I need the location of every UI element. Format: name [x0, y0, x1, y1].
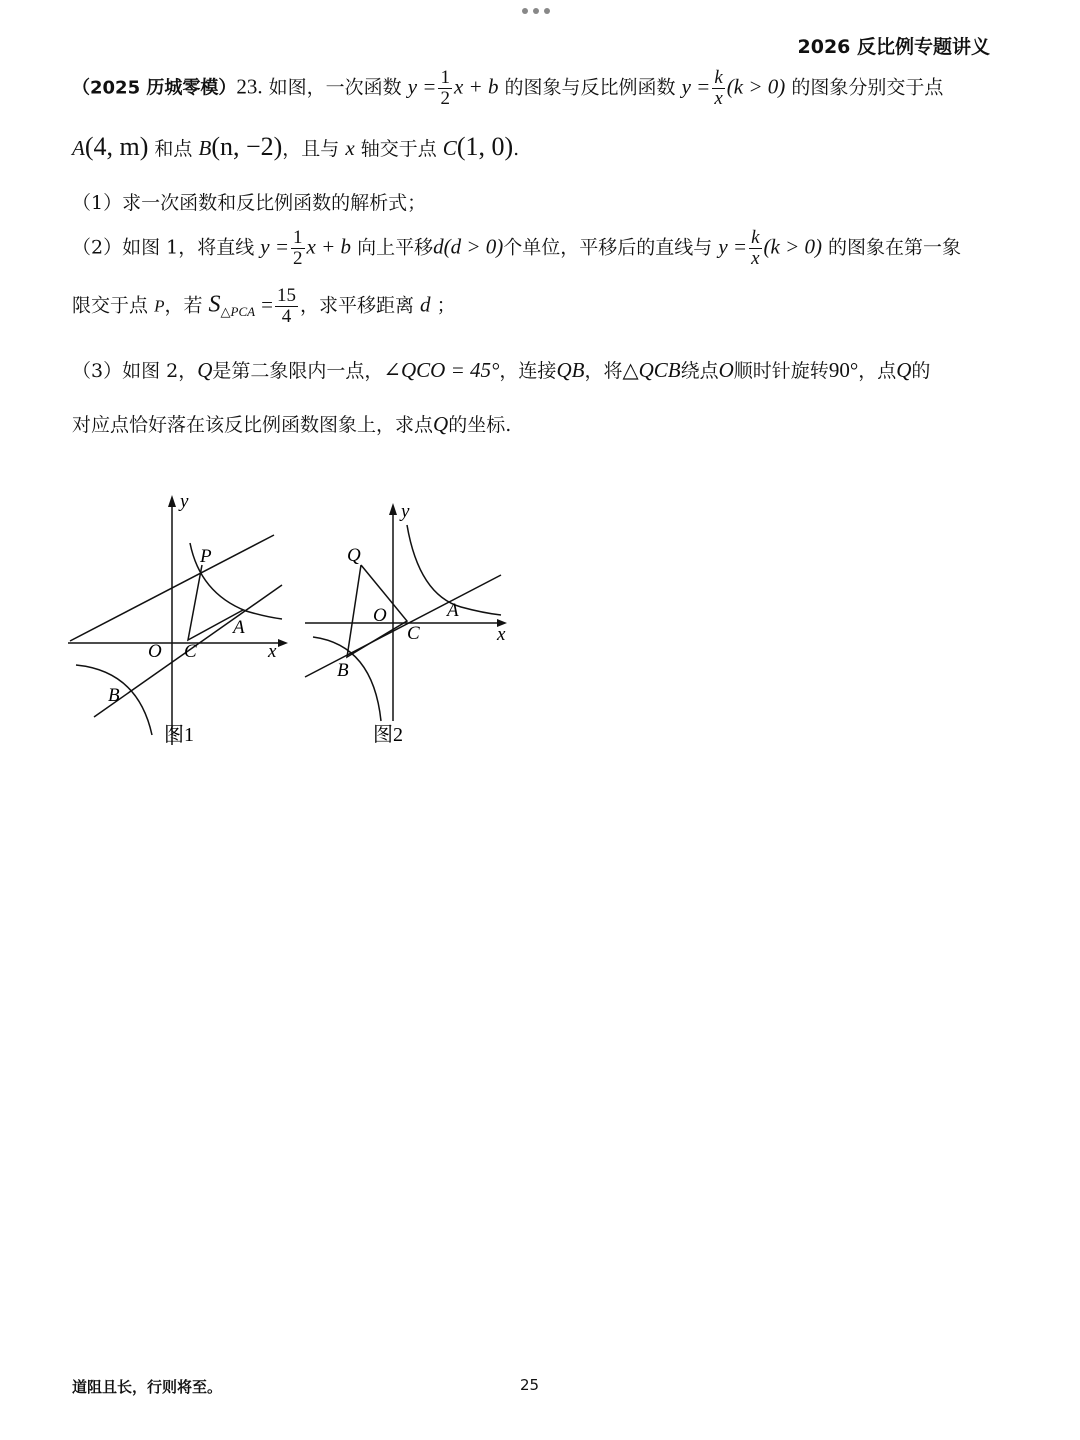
- fig1-label-x: x: [268, 641, 277, 662]
- math: x + b: [453, 74, 499, 99]
- problem-source: （2025 历城零模）: [72, 77, 237, 99]
- text: 个单位，平移后的直线与: [503, 236, 713, 259]
- math: ∠QCO = 45°: [383, 358, 500, 382]
- x-axis-arrow: [278, 639, 288, 647]
- text: 是第二象限内一点，: [212, 360, 384, 382]
- figure-2: [295, 495, 525, 760]
- part-3-line-2: [72, 410, 511, 437]
- fig1-label-P: P: [200, 546, 212, 567]
- text: ，将: [584, 360, 623, 382]
- text: ，连接: [499, 360, 557, 382]
- fig2-label-C: C: [407, 623, 420, 644]
- part-2-line-2: [72, 286, 456, 327]
- math: Q: [197, 358, 213, 382]
- text: （3）如图 2，: [72, 360, 198, 382]
- text: 顺时针旋转: [733, 360, 829, 382]
- text: 的图象与反比例函数: [504, 76, 676, 99]
- footer-motto: 道阻且长，行则将至。: [72, 1378, 223, 1396]
- math: 90°: [828, 358, 859, 382]
- math: x: [345, 136, 355, 160]
- math: =: [261, 292, 273, 317]
- point-label: P: [154, 296, 165, 316]
- fig2-label-Q: Q: [347, 545, 361, 566]
- math: △QCB: [622, 358, 681, 382]
- part-1: （1）求一次函数和反比例函数的解析式；: [72, 192, 427, 214]
- part-2-line-1: [72, 228, 961, 269]
- text: 的坐标.: [448, 414, 512, 436]
- problem-number: 23.: [236, 74, 263, 99]
- fig2-label-A: A: [447, 600, 459, 621]
- y-axis-arrow: [389, 503, 397, 515]
- fraction-half: $\frac{1}{2}$: [293, 227, 303, 269]
- math: QB: [556, 358, 585, 382]
- math: y =: [260, 234, 290, 259]
- math: Q: [896, 358, 912, 382]
- fig2-caption: 图2: [373, 724, 403, 746]
- fig2-label-B: B: [337, 660, 349, 681]
- fig1-label-y: y: [180, 491, 189, 512]
- page-header: 2026 反比例专题讲义: [797, 36, 990, 58]
- text: ，且与: [282, 138, 340, 160]
- text: ；: [436, 294, 456, 317]
- math: d(d > 0): [433, 234, 504, 259]
- fig2-label-O: O: [373, 605, 387, 626]
- text: （2）如图 1，将直线: [72, 236, 255, 259]
- math: Q: [433, 412, 449, 436]
- text: ，若: [164, 294, 203, 317]
- problem-line-1: [72, 68, 943, 109]
- math: x + b: [306, 234, 352, 259]
- y-axis-arrow: [168, 495, 176, 507]
- fig1-label-C: C: [184, 641, 197, 662]
- fig2-label-x: x: [497, 624, 506, 645]
- math: d: [420, 292, 431, 317]
- line-original: [305, 575, 501, 677]
- fig1-label-O: O: [148, 641, 162, 662]
- figure-1: [60, 485, 300, 760]
- fraction-area: $\frac{15}{4}$: [276, 285, 296, 327]
- math: O: [718, 358, 734, 382]
- math: y =: [681, 74, 711, 99]
- text: ，点: [858, 360, 897, 382]
- window-dots: [522, 8, 550, 14]
- fraction-k-over-x: $\frac{k}{x}$: [714, 67, 723, 109]
- point-label: B: [198, 136, 212, 160]
- text: 向上平移: [357, 236, 434, 259]
- math: y =: [407, 74, 437, 99]
- text: .: [513, 138, 520, 160]
- coords: (4, m): [84, 132, 149, 161]
- fraction-k-over-x: $\frac{k}{x}$: [751, 227, 760, 269]
- coords: (n, −2): [211, 132, 283, 161]
- fraction-half: $\frac{1}{2}$: [440, 67, 450, 109]
- math: (k > 0): [726, 74, 786, 99]
- text: 绕点: [680, 360, 719, 382]
- text: ，求平移距离: [299, 294, 414, 317]
- text: 的图象在第一象: [828, 236, 962, 259]
- text: 对应点恰好落在该反比例函数图象上，求点: [72, 414, 434, 436]
- point-label: C: [442, 136, 457, 160]
- math: △PCA: [220, 304, 256, 320]
- fig1-label-A: A: [233, 617, 245, 638]
- fig1-caption: 图1: [164, 724, 194, 746]
- text: 的: [911, 360, 931, 382]
- text: 如图，一次函数: [268, 76, 402, 99]
- point-label: A: [72, 136, 85, 160]
- math: S: [208, 291, 221, 318]
- problem-line-2: [72, 132, 519, 162]
- math: (k > 0): [763, 234, 822, 259]
- text: 限交于点: [72, 294, 149, 317]
- fig2-label-y: y: [401, 501, 410, 522]
- coords: (1, 0): [456, 132, 514, 161]
- text: 轴交于点: [360, 138, 437, 160]
- fig1-label-B: B: [108, 685, 120, 706]
- text: 和点: [154, 138, 193, 160]
- text: 的图象分别交于点: [791, 76, 944, 99]
- math: y =: [718, 234, 748, 259]
- page-number: 25: [520, 1376, 540, 1394]
- part-3-line-1: [72, 356, 930, 383]
